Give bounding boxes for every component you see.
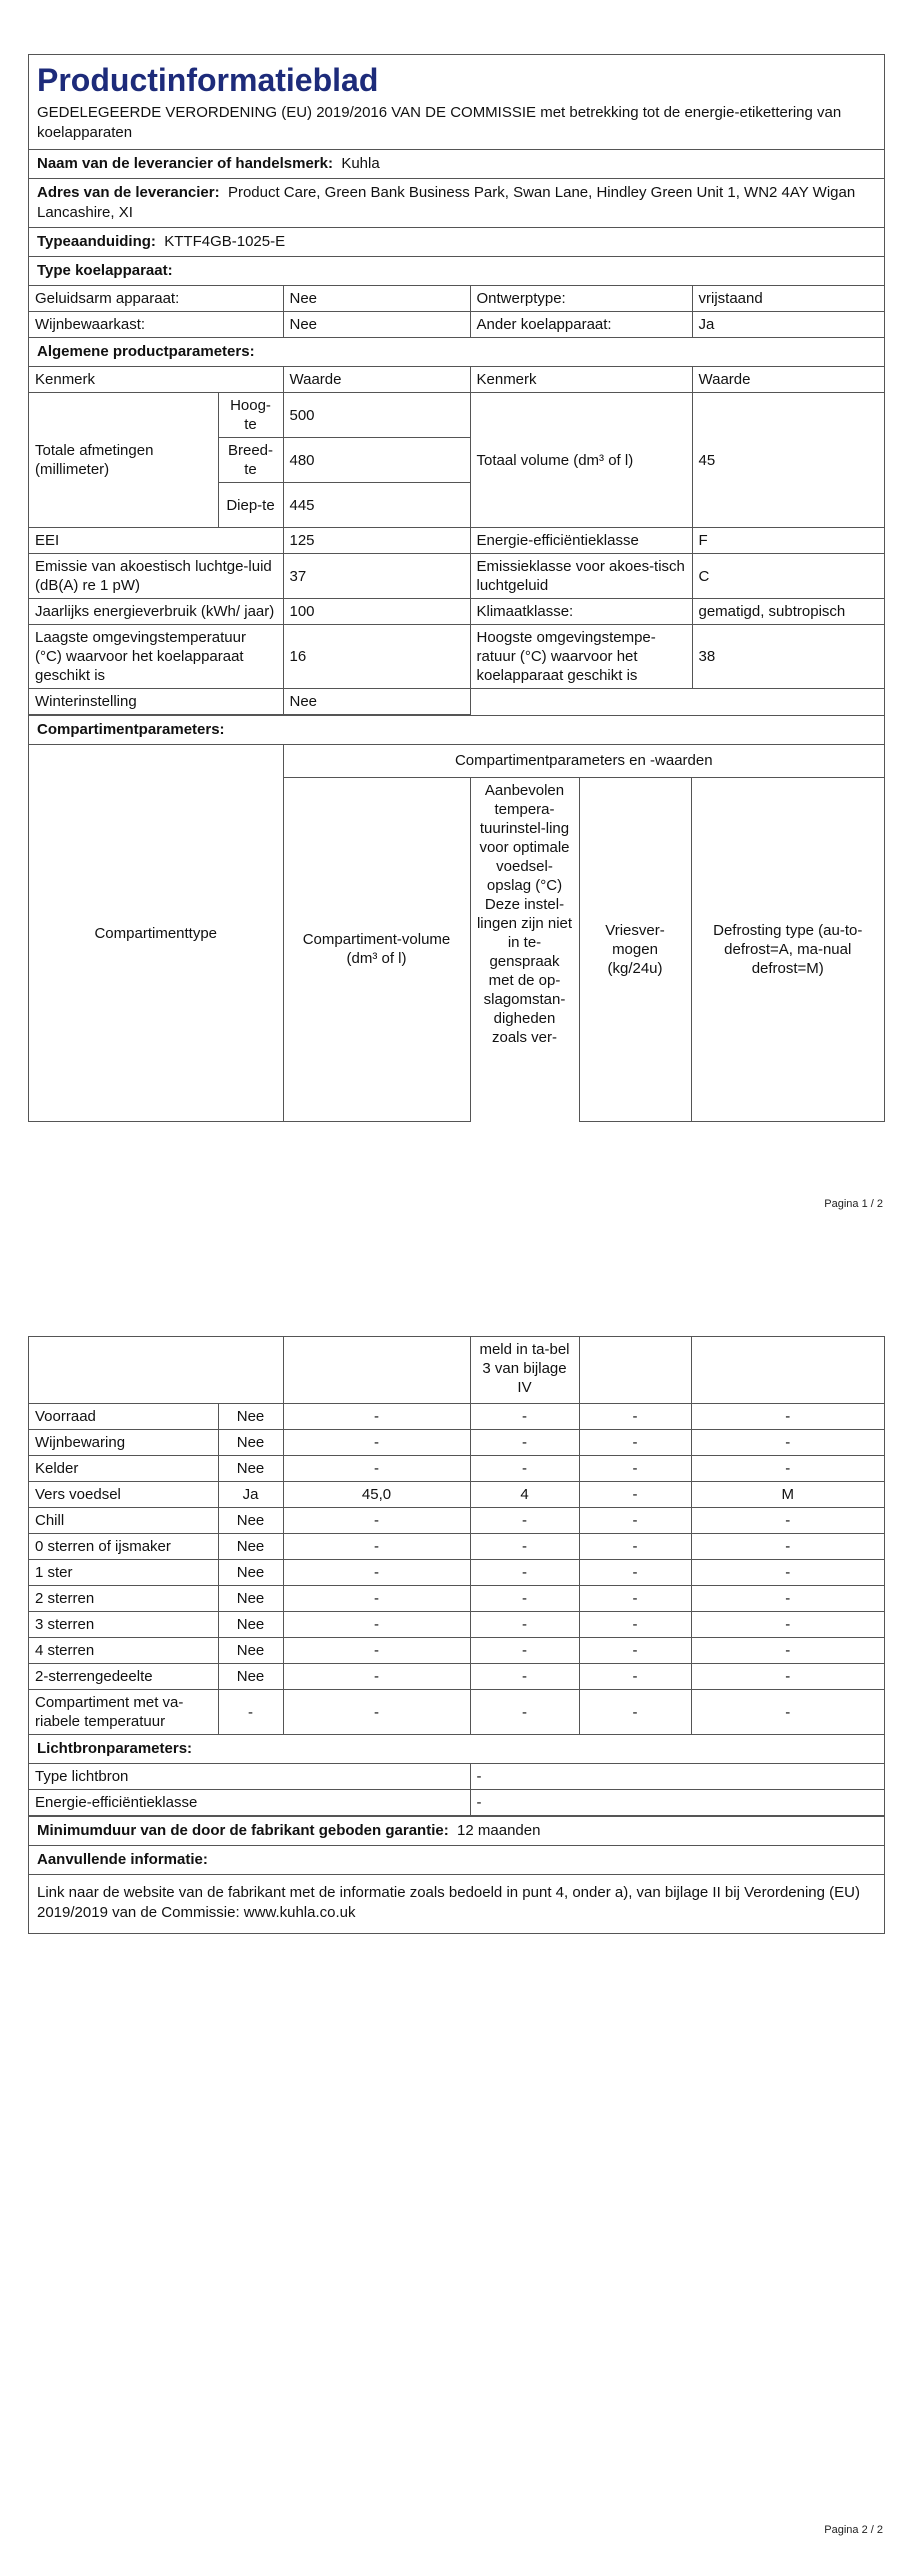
compartment-freezing: - [579,1560,691,1586]
general-value: 16 [283,625,470,689]
empty-cell [470,689,884,715]
compartment-name: 0 sterren of ijsmaker [29,1534,218,1560]
model-label: Typeaanduiding: [37,233,156,250]
extra-header: Aanvullende informatie: [29,1846,884,1875]
dimensions-label: Totale afmetingen (millimeter) [29,393,218,528]
compartment-temperature: - [470,1638,579,1664]
info-sheet-frame-continued [28,1336,885,1934]
compartment-present: Nee [218,1638,283,1664]
general-row [29,528,884,554]
volume-label: Totaal volume (dm³ of l) [470,393,692,528]
compartment-volume: - [283,1664,470,1690]
dimension-row [29,393,884,438]
compartment-row [29,1612,884,1638]
general-row [29,554,884,599]
page-2 [0,1240,905,2560]
compartment-header: Compartimentparameters: [29,715,884,745]
light-value: - [470,1764,884,1790]
compartment-row [29,1586,884,1612]
compartment-present: Nee [218,1612,283,1638]
empty-cell [29,1337,283,1404]
page-1 [0,0,905,1240]
general-value: 100 [283,599,470,625]
compartment-row [29,1404,884,1430]
compartment-volume: - [283,1534,470,1560]
address-label: Adres van de leverancier: [37,184,220,201]
compartment-present: - [218,1690,283,1735]
compartment-freezing: - [579,1612,691,1638]
supplier-row [29,150,884,179]
compartment-name: Vers voedsel [29,1482,218,1508]
compartment-present: Nee [218,1404,283,1430]
compartment-present: Nee [218,1560,283,1586]
compartment-volume: - [283,1508,470,1534]
general-key: EEI [29,528,283,554]
col-kenmerk: Kenmerk [470,367,692,393]
dimension-value: 445 [283,483,470,528]
compartment-row [29,1664,884,1690]
compartment-defrost: M [691,1482,884,1508]
winter-value: Nee [283,689,470,715]
general-value: F [692,528,884,554]
supplier-label: Naam van de leverancier of handelsmerk: [37,155,333,172]
supplier-value: Kuhla [341,155,380,172]
col-waarde: Waarde [283,367,470,393]
page-number: Pagina 2 / 2 [824,2524,883,2536]
general-key: Jaarlijks energieverbruik (kWh/ jaar) [29,599,283,625]
general-row [29,625,884,689]
general-header: Algemene productparameters: [29,338,884,367]
warranty-value: 12 maanden [457,1822,541,1839]
compartment-freezing: - [579,1430,691,1456]
dimension-key: Hoog-te [218,393,283,438]
compartment-volume: - [283,1638,470,1664]
compartment-freezing: - [579,1534,691,1560]
type-table [29,286,884,338]
light-key: Type lichtbron [29,1764,470,1790]
col-temperature-continued: meld in ta-bel 3 van bijlage IV [470,1337,579,1404]
warranty-row [29,1816,884,1846]
general-value: gematigd, subtropisch [692,599,884,625]
col-freezing: Vriesver-mogen (kg/24u) [579,777,691,1121]
type-key: Ander koelapparaat: [470,312,692,338]
general-key: Emissieklasse voor akoes-tisch luchtgeluid [470,554,692,599]
compartment-defrost: - [691,1508,884,1534]
model-row [29,228,884,257]
compartment-row [29,1482,884,1508]
compartment-volume: - [283,1430,470,1456]
compartment-table [29,1337,884,1735]
col-volume: Compartiment-volume (dm³ of l) [283,777,470,1121]
general-row [29,599,884,625]
general-table [29,367,884,715]
compartment-temperature: - [470,1664,579,1690]
type-key: Geluidsarm apparaat: [29,286,283,312]
type-value: vrijstaand [692,286,884,312]
compartment-temperature: - [470,1456,579,1482]
col-temperature: Aanbevolen tempera-tuurinstel-ling voor optimale voedsel-opslag (°C) Deze instel-lingen zijn niet in te-genspraak met de op-slagomstan-digheden zoals ver- [470,777,579,1121]
page-number: Pagina 1 / 2 [824,1198,883,1210]
empty-cell [283,1337,470,1404]
light-row [29,1764,884,1790]
light-table [29,1764,884,1816]
dimension-key: Diep-te [218,483,283,528]
compartment-present: Nee [218,1430,283,1456]
compartment-freezing: - [579,1690,691,1735]
col-waarde: Waarde [692,367,884,393]
general-value: 37 [283,554,470,599]
compartment-present: Nee [218,1456,283,1482]
compartment-present: Nee [218,1586,283,1612]
compartment-defrost: - [691,1638,884,1664]
compartment-name: 4 sterren [29,1638,218,1664]
compartment-temperature: - [470,1586,579,1612]
light-row [29,1790,884,1816]
winter-key: Winterinstelling [29,689,283,715]
compartment-continuation-row [29,1337,884,1404]
type-value: Nee [283,312,470,338]
compartment-freezing: - [579,1586,691,1612]
compartment-name: 2 sterren [29,1586,218,1612]
regulation-subtitle: GEDELEGEERDE VERORDENING (EU) 2019/2016 VAN DE COMMISSIE met betrekking tot de energie-etikettering van koelapparaten [29,101,884,150]
empty-cell [691,1337,884,1404]
compartment-volume: - [283,1612,470,1638]
compartment-defrost: - [691,1586,884,1612]
general-key: Emissie van akoestisch luchtge-luid (dB(A) re 1 pW) [29,554,283,599]
general-value: 125 [283,528,470,554]
compartment-row [29,1534,884,1560]
general-key: Energie-efficiëntieklasse [470,528,692,554]
compartment-row [29,1560,884,1586]
compartment-volume: - [283,1690,470,1735]
dimension-value: 480 [283,438,470,483]
type-header: Type koelapparaat: [29,257,884,286]
compartment-volume: - [283,1560,470,1586]
compartment-defrost: - [691,1690,884,1735]
light-header: Lichtbronparameters: [29,1735,884,1764]
compartment-volume: - [283,1404,470,1430]
light-value: - [470,1790,884,1816]
compartment-present: Nee [218,1664,283,1690]
extra-text: Link naar de website van de fabrikant met de informatie zoals bedoeld in punt 4, onder a), van bijlage II bij Verordening (EU) 2019/2019 van de Commissie: www.kuhla.co.uk [37,1884,860,1921]
compartment-temperature: - [470,1690,579,1735]
type-value: Nee [283,286,470,312]
compartment-temperature: - [470,1404,579,1430]
compartment-freezing: - [579,1482,691,1508]
general-col-header [29,367,884,393]
compartment-freezing: - [579,1664,691,1690]
compartment-header-table [29,745,884,1122]
type-value: Ja [692,312,884,338]
type-row [29,286,884,312]
compartment-volume: - [283,1456,470,1482]
general-value: 38 [692,625,884,689]
compartment-row [29,1456,884,1482]
compartment-volume: 45,0 [283,1482,470,1508]
compartment-defrost: - [691,1430,884,1456]
compartment-freezing: - [579,1404,691,1430]
type-row [29,312,884,338]
compartment-temperature: - [470,1612,579,1638]
dimension-key: Breed-te [218,438,283,483]
compartment-freezing: - [579,1456,691,1482]
compartment-present: Nee [218,1534,283,1560]
type-key: Wijnbewaarkast: [29,312,283,338]
compartment-present: Ja [218,1482,283,1508]
compartment-defrost: - [691,1560,884,1586]
compartment-group-row [29,745,884,777]
general-key: Hoogste omgevingstempe-ratuur (°C) waarvoor het koelapparaat geschikt is [470,625,692,689]
compartment-name: 2-sterrengedeelte [29,1664,218,1690]
compartment-freezing: - [579,1508,691,1534]
compartment-defrost: - [691,1664,884,1690]
compartment-freezing: - [579,1638,691,1664]
page-title: Productinformatieblad [37,62,379,98]
compartment-name: Wijnbewaring [29,1430,218,1456]
winter-row [29,689,884,715]
compartment-defrost: - [691,1404,884,1430]
compartment-defrost: - [691,1456,884,1482]
compartment-group-label: Compartimentparameters en -waarden [283,745,884,777]
compartment-temperature: - [470,1430,579,1456]
compartment-present: Nee [218,1508,283,1534]
compartment-volume: - [283,1586,470,1612]
compartment-defrost: - [691,1534,884,1560]
address-value: Product Care, Green Bank Business Park, Swan Lane, Hindley Green Unit 1, WN2 4AY Wigan Lancashire, XI [37,184,856,221]
compartment-row [29,1690,884,1735]
compartment-row [29,1638,884,1664]
light-key: Energie-efficiëntieklasse [29,1790,470,1816]
empty-cell [579,1337,691,1404]
compartment-name: 3 sterren [29,1612,218,1638]
compartment-name: Compartiment met va-riabele temperatuur [29,1690,218,1735]
compartment-name: Chill [29,1508,218,1534]
col-kenmerk: Kenmerk [29,367,283,393]
general-key: Laagste omgevingstemperatuur (°C) waarvoor het koelapparaat geschikt is [29,625,283,689]
info-sheet-frame [28,54,885,1122]
compartment-temperature: - [470,1534,579,1560]
compartment-type-label: Compartimenttype [29,745,283,1122]
compartment-name: 1 ster [29,1560,218,1586]
type-key: Ontwerptype: [470,286,692,312]
compartment-name: Voorraad [29,1404,218,1430]
model-value: KTTF4GB-1025-E [164,233,286,250]
volume-value: 45 [692,393,884,528]
general-value: C [692,554,884,599]
col-defrost: Defrosting type (au-to-defrost=A, ma-nual defrost=M) [691,777,884,1121]
compartment-temperature: 4 [470,1482,579,1508]
compartment-temperature: - [470,1560,579,1586]
compartment-defrost: - [691,1612,884,1638]
dimension-value: 500 [283,393,470,438]
compartment-row [29,1508,884,1534]
general-key: Klimaatklasse: [470,599,692,625]
warranty-label: Minimumduur van de door de fabrikant geboden garantie: [37,1822,449,1839]
compartment-row [29,1430,884,1456]
address-row [29,179,884,228]
compartment-temperature: - [470,1508,579,1534]
compartment-name: Kelder [29,1456,218,1482]
